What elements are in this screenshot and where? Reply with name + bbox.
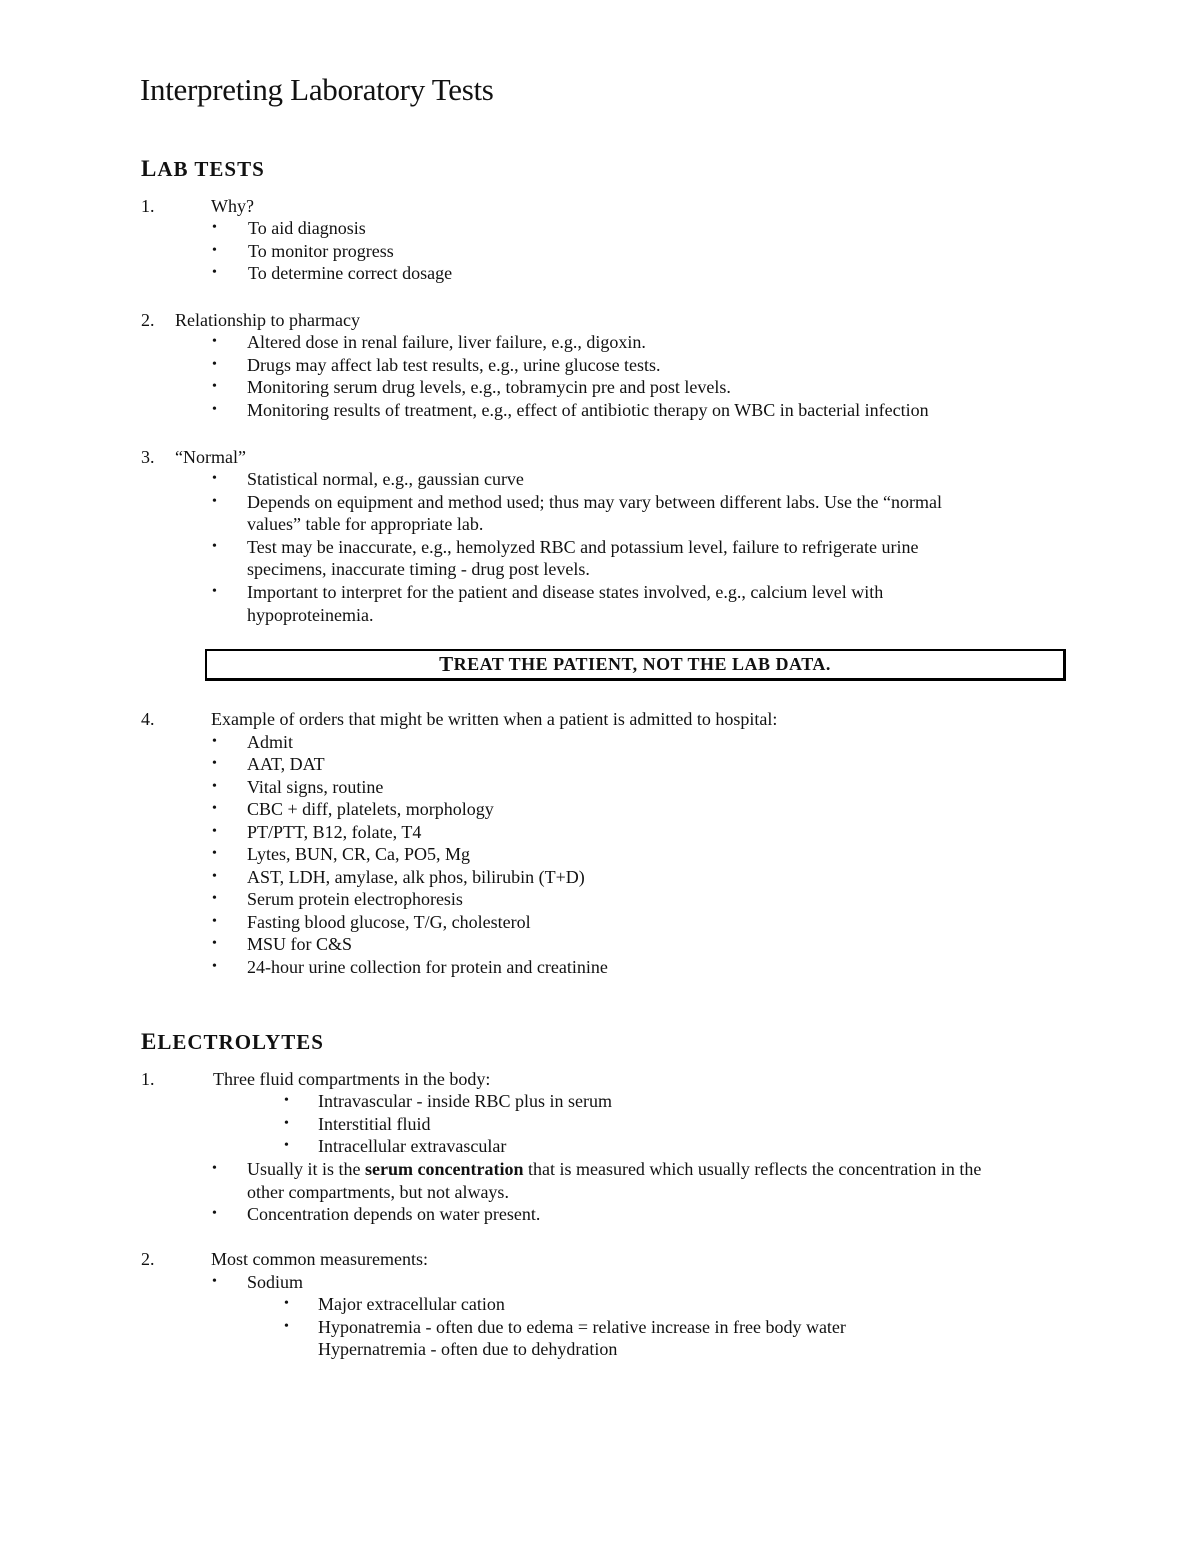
list-item: Fasting blood glucose, T/G, cholesterol [247, 912, 531, 932]
list-item: Important to interpret for the patient and disease states involved, e.g., calcium level with [247, 582, 884, 602]
list-number: 2. [141, 310, 155, 330]
list-item: Intracellular extravascular [318, 1136, 507, 1156]
list-item: Hypernatremia - often due to dehydration [318, 1339, 618, 1359]
bullet-icon: • [212, 756, 217, 771]
list-item: Admit [247, 732, 294, 752]
bullet-icon: • [212, 914, 217, 929]
list-number: 2. [141, 1249, 155, 1269]
list-item-continuation: values” table for appropriate lab. [247, 514, 484, 534]
bullet-icon: • [212, 869, 217, 884]
bullet-icon: • [212, 959, 217, 974]
list-item-continuation: other compartments, but not always. [247, 1182, 509, 1202]
list-item [247, 1158, 981, 1180]
list-label: Most common measurements: [211, 1249, 428, 1269]
list-item-continuation: specimens, inaccurate timing - drug post levels. [247, 559, 590, 579]
list-item: Lytes, BUN, CR, Ca, PO5, Mg [247, 844, 471, 864]
bold-term: serum concentration [365, 1159, 524, 1179]
bullet-icon: • [212, 1274, 217, 1289]
list-number: 4. [141, 709, 155, 729]
text-run: that is measured which usually reflects the concentration in the [523, 1159, 982, 1179]
list-label: Example of orders that might be written when a patient is admitted to hospital: [211, 709, 778, 729]
bullet-icon: • [212, 243, 217, 258]
bullet-icon: • [212, 471, 217, 486]
bullet-icon: • [212, 220, 217, 235]
bullet-icon: • [212, 402, 217, 417]
text-run: Usually it is the [247, 1159, 365, 1179]
list-number: 3. [141, 447, 155, 467]
list-item: AST, LDH, amylase, alk phos, bilirubin (T+D) [247, 867, 585, 887]
list-item: Sodium [247, 1272, 304, 1292]
list-item: Major extracellular cation [318, 1294, 505, 1314]
list-item: Monitoring serum drug levels, e.g., tobramycin pre and post levels. [247, 377, 731, 397]
list-item: Statistical normal, e.g., gaussian curve [247, 469, 524, 489]
list-item: To monitor progress [248, 241, 394, 261]
callout-initial: T [439, 652, 454, 676]
list-number: 1. [141, 196, 155, 216]
page-title: Interpreting Laboratory Tests [140, 72, 494, 107]
list-item: 24-hour urine collection for protein and creatinine [247, 957, 608, 977]
bullet-icon: • [212, 824, 217, 839]
bullet-icon: • [212, 357, 217, 372]
callout-box [205, 649, 1066, 681]
list-item: To aid diagnosis [248, 218, 366, 238]
list-item: Interstitial fluid [318, 1114, 431, 1134]
list-number: 1. [141, 1069, 155, 1089]
list-item: PT/PTT, B12, folate, T4 [247, 822, 422, 842]
section-heading-electrolytes [141, 1029, 324, 1055]
list-item: AAT, DAT [247, 754, 325, 774]
list-item: MSU for C&S [247, 934, 353, 954]
list-item: Concentration depends on water present. [247, 1204, 541, 1224]
bullet-icon: • [212, 539, 217, 554]
bullet-icon: • [212, 265, 217, 280]
bullet-icon: • [212, 379, 217, 394]
bullet-icon: • [212, 494, 217, 509]
bullet-icon: • [284, 1296, 289, 1311]
list-item: Monitoring results of treatment, e.g., effect of antibiotic therapy on WBC in bacterial infection [247, 400, 929, 420]
list-item: Depends on equipment and method used; thus may vary between different labs. Use the “normal [247, 492, 942, 512]
bullet-icon: • [212, 936, 217, 951]
bullet-icon: • [284, 1093, 289, 1108]
bullet-icon: • [284, 1138, 289, 1153]
bullet-icon: • [212, 846, 217, 861]
list-item-continuation: hypoproteinemia. [247, 605, 374, 625]
list-item: Test may be inaccurate, e.g., hemolyzed RBC and potassium level, failure to refrigerate urine [247, 537, 919, 557]
bullet-icon: • [212, 1161, 217, 1176]
bullet-icon: • [212, 334, 217, 349]
bullet-icon: • [284, 1319, 289, 1334]
list-label: Three fluid compartments in the body: [213, 1069, 491, 1089]
heading-initial: E [141, 1029, 158, 1054]
heading-initial: L [141, 156, 158, 181]
list-item: CBC + diff, platelets, morphology [247, 799, 494, 819]
list-item: Intravascular - inside RBC plus in serum [318, 1091, 612, 1111]
heading-rest: AB TESTS [157, 157, 265, 181]
list-item: Hyponatremia - often due to edema = relative increase in free body water [318, 1317, 846, 1337]
bullet-icon: • [212, 1206, 217, 1221]
list-label: “Normal” [175, 447, 246, 467]
list-label: Why? [211, 196, 254, 216]
callout-text: REAT THE PATIENT, NOT THE LAB DATA. [453, 654, 831, 674]
list-item: Altered dose in renal failure, liver failure, e.g., digoxin. [247, 332, 646, 352]
heading-rest: LECTROLYTES [157, 1030, 324, 1054]
list-item: Drugs may affect lab test results, e.g., urine glucose tests. [247, 355, 661, 375]
bullet-icon: • [212, 779, 217, 794]
bullet-icon: • [212, 801, 217, 816]
bullet-icon: • [212, 891, 217, 906]
list-item: To determine correct dosage [248, 263, 453, 283]
bullet-icon: • [212, 734, 217, 749]
list-item: Vital signs, routine [247, 777, 384, 797]
list-item: Serum protein electrophoresis [247, 889, 463, 909]
section-heading-lab-tests [141, 156, 265, 182]
bullet-icon: • [284, 1116, 289, 1131]
list-label: Relationship to pharmacy [175, 310, 360, 330]
bullet-icon: • [212, 584, 217, 599]
